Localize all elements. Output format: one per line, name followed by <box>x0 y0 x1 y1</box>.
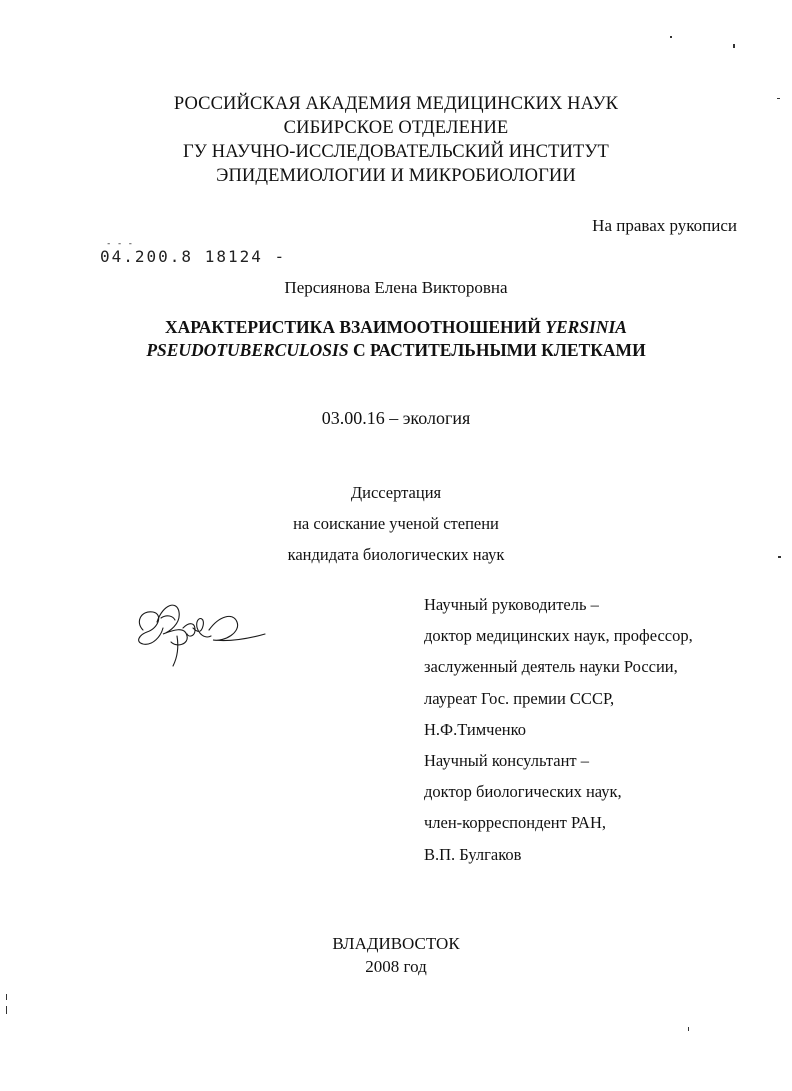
title-species: PSEUDOTUBERCULOSIS <box>146 340 349 360</box>
organization-header <box>0 92 792 188</box>
title-part-4: С РАСТИТЕЛЬНЫМИ КЛЕТКАМИ <box>348 340 646 360</box>
dissertation-title <box>0 316 792 362</box>
scan-speck <box>6 994 7 1000</box>
advisor-line: доктор медицинских наук, профессор, <box>424 626 693 646</box>
year: 2008 год <box>365 957 427 976</box>
advisors-block <box>424 589 693 870</box>
scan-speck <box>778 556 781 558</box>
rights-note: На правах рукописи <box>592 216 737 235</box>
handwritten-signature <box>133 592 268 670</box>
dissertation-line-1: Диссертация <box>350 483 442 502</box>
city: ВЛАДИВОСТОК <box>332 934 460 953</box>
dissertation-line-3: кандидата биологических наук <box>287 545 505 564</box>
dissertation-type <box>0 477 792 570</box>
scan-speck <box>670 36 672 38</box>
scan-speck <box>777 98 780 99</box>
consultant-name: В.П. Булгаков <box>424 844 522 864</box>
scan-speck <box>733 44 735 48</box>
org-line-3: ГУ НАУЧНО-ИССЛЕДОВАТЕЛЬСКИЙ ИНСТИТУТ <box>183 142 609 162</box>
stamp-number: 04.200.8 18124 <box>100 247 263 266</box>
scan-speck <box>6 1006 7 1014</box>
specialty-code: 03.00.16 – экология <box>321 408 471 428</box>
advisor-line: лауреат Гос. премии СССР, <box>424 688 615 708</box>
city-year-block <box>0 932 792 978</box>
advisor-name: Н.Ф.Тимченко <box>424 719 527 739</box>
registration-stamp: - - - 04.200.8 18124 - <box>100 239 287 266</box>
org-line-4: ЭПИДЕМИОЛОГИИ И МИКРОБИОЛОГИИ <box>216 166 576 186</box>
org-line-1: РОССИЙСКАЯ АКАДЕМИЯ МЕДИЦИНСКИХ НАУК <box>173 94 619 114</box>
scan-speck <box>688 1027 689 1031</box>
title-genus: YERSINIA <box>545 317 627 337</box>
consultant-line: доктор биологических наук, <box>424 782 622 802</box>
org-line-2: СИБИРСКОЕ ОТДЕЛЕНИЕ <box>283 118 509 138</box>
consultant-line: Научный консультант – <box>424 751 589 771</box>
advisor-line: заслуженный деятель науки России, <box>424 657 678 677</box>
title-part-1: ХАРАКТЕРИСТИКА ВЗАИМООТНОШЕНИЙ <box>165 317 546 337</box>
dissertation-line-2: на соискание ученой степени <box>293 514 499 533</box>
consultant-line: член-корреспондент РАН, <box>424 813 606 833</box>
author-name: Персиянова Елена Викторовна <box>284 278 508 297</box>
advisor-line: Научный руководитель – <box>424 595 599 614</box>
